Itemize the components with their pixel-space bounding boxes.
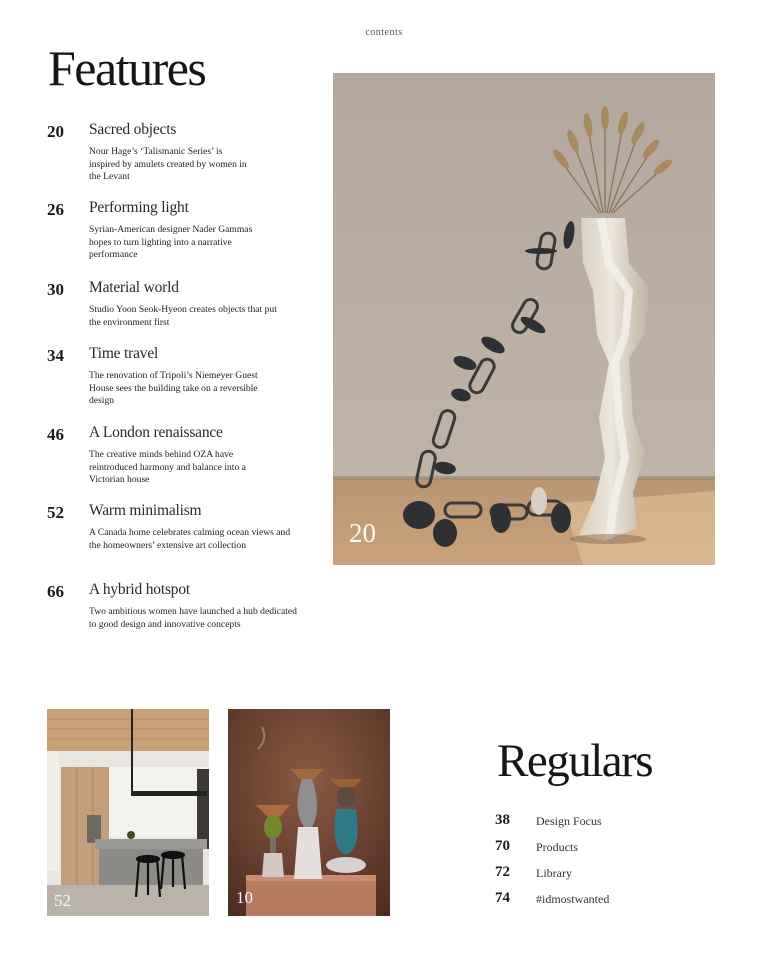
feature-description: The creative minds behind OZA have reintroduced harmony and balance into a Victorian house bbox=[89, 449, 246, 486]
regular-entry[interactable] bbox=[495, 890, 735, 916]
regular-label: #idmostwanted bbox=[536, 892, 610, 906]
regulars-title: Regulars bbox=[497, 735, 653, 787]
regular-page-number: 38 bbox=[495, 812, 510, 828]
vessels-photo-page-number: 10 bbox=[236, 888, 253, 907]
feature-heading: Material world bbox=[89, 279, 179, 296]
regulars-list bbox=[495, 812, 735, 916]
feature-page-number: 34 bbox=[47, 346, 64, 365]
feature-description: Two ambitious women have launched a hub dedicated to good design and innovative concepts bbox=[89, 606, 297, 630]
feature-heading: A hybrid hotspot bbox=[89, 581, 191, 598]
feature-page-number: 20 bbox=[47, 122, 64, 141]
feature-heading: Sacred objects bbox=[89, 121, 177, 138]
regular-page-number: 70 bbox=[495, 838, 510, 854]
regular-entry[interactable] bbox=[495, 812, 735, 838]
regular-label: Library bbox=[536, 866, 572, 880]
vase-chain-illustration bbox=[333, 73, 715, 565]
feature-page-number: 46 bbox=[47, 425, 64, 444]
features-title: Features bbox=[48, 40, 206, 96]
regular-page-number: 74 bbox=[495, 890, 510, 906]
regular-page-number: 72 bbox=[495, 864, 510, 880]
kitchen-photo-page-number: 52 bbox=[54, 891, 71, 910]
feature-heading: A London renaissance bbox=[89, 424, 223, 441]
feature-heading: Performing light bbox=[89, 199, 189, 216]
contents-kicker: contents bbox=[365, 27, 403, 38]
vessels-photo[interactable] bbox=[228, 709, 390, 916]
feature-page-number: 66 bbox=[47, 582, 64, 601]
hero-photo-vase-chain[interactable] bbox=[333, 73, 715, 565]
feature-page-number: 30 bbox=[47, 280, 64, 299]
regular-label: Products bbox=[536, 840, 578, 854]
regular-entry[interactable] bbox=[495, 864, 735, 890]
feature-description: Syrian-American designer Nader Gammas hopes to turn lighting into a narrative performance bbox=[89, 224, 253, 261]
kitchen-illustration bbox=[47, 709, 209, 916]
feature-page-number: 52 bbox=[47, 503, 64, 522]
hero-photo-page-number: 20 bbox=[349, 518, 376, 548]
glass-vessels-illustration bbox=[228, 709, 390, 916]
feature-description: A Canada home celebrates calming ocean views and the homeowners’ extensive art collection bbox=[89, 527, 291, 551]
feature-heading: Time travel bbox=[89, 345, 159, 362]
feature-description: Studio Yoon Seok-Hyeon creates objects that put the environment first bbox=[89, 304, 277, 328]
regular-entry[interactable] bbox=[495, 838, 735, 864]
feature-page-number: 26 bbox=[47, 200, 64, 219]
feature-heading: Warm minimalism bbox=[89, 502, 202, 519]
regular-label: Design Focus bbox=[536, 814, 602, 828]
feature-description: Nour Hage’s ‘Talismanic Series’ is inspired by amulets created by women in the Levant bbox=[89, 146, 247, 183]
kitchen-photo[interactable] bbox=[47, 709, 209, 916]
feature-description: The renovation of Tripoli’s Niemeyer Guest House sees the building take on a reversible design bbox=[89, 370, 258, 407]
